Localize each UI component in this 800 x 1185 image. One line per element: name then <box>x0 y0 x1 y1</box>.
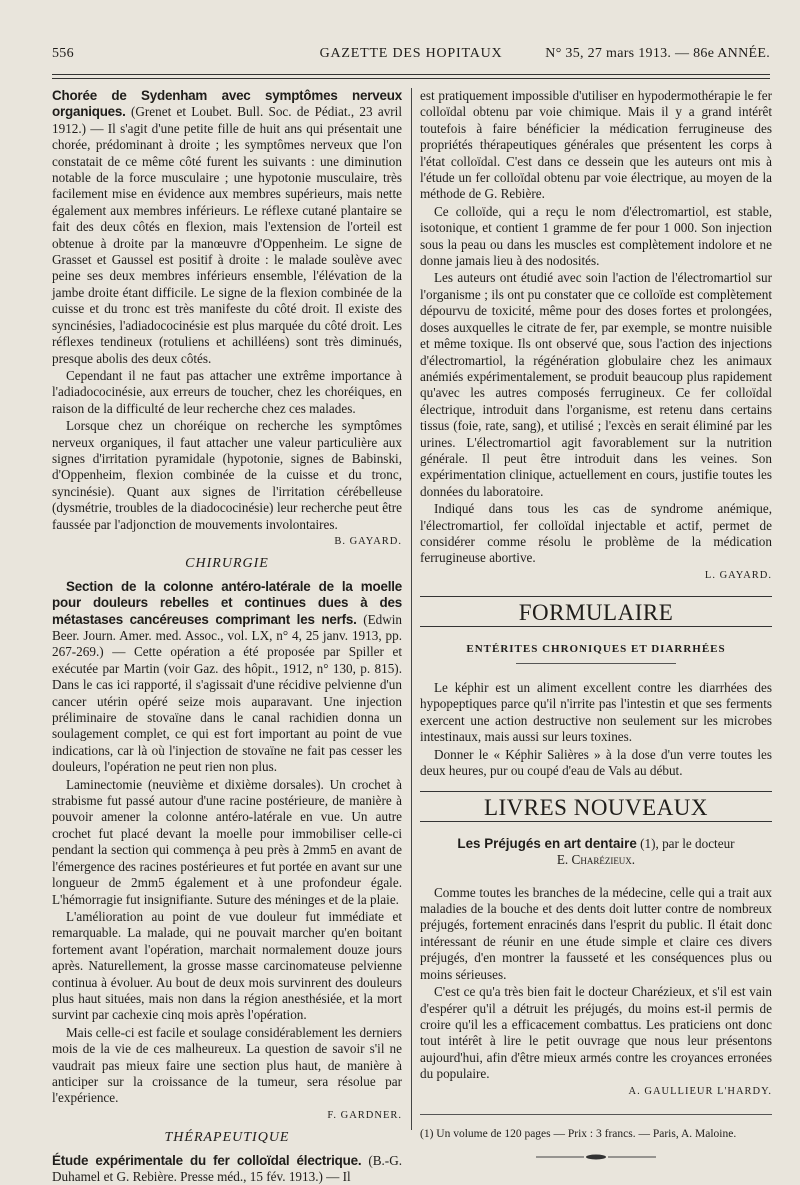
formulaire-heading: FORMULAIRE <box>420 596 772 626</box>
article-paragraph: Mais celle-ci est facile et soulage considérablement les derniers mois de la vie de ces malheureux. La question de savoir s'il ne vaudrait pas mieux faire une section plus haut, de manière à anticiper sur la croissance de la tumeur, sera résolue par l'expérience. <box>52 1024 402 1106</box>
book-heading <box>420 836 772 869</box>
book-author: E. Charézieux. <box>556 852 636 868</box>
ornament-line-icon <box>536 1153 656 1161</box>
article-paragraph: Indiqué dans tous les cas de syndrome anémique, l'électromartiol, fer colloïdal injectable et actif, permet de considérer comme résolu le problème de la médication ferrugineuse abortive. <box>420 501 772 566</box>
article-title: Section de la colonne antéro-latérale de la moelle pour douleurs rebelles et continues dues à des métastases cancéreuses comprimant les nerfs. <box>52 578 402 627</box>
article-paragraph: C'est ce qu'a très bien fait le docteur Charézieux, et s'il est vain d'espérer qu'il a détruit les préjugés, du moins est-il permis de croire qu'il les a efficacement combattus. Les praticiens ont donc tout intérêt à lire le petit ouvrage que nous leur présentons aujourd'hui, afin d'être mieux armés contre les croyances erronées du populaire. <box>420 984 772 1082</box>
book-by: , par le docteur <box>655 835 735 851</box>
article-paragraph: Ce colloïde, qui a reçu le nom d'électromartiol, est stable, isotonique, et contient 1 gramme de fer pour 1 000. Son injection sous la peau ou dans les muscles est complètement indolore et ne donne jamais lieu à des nodosités. <box>420 203 772 269</box>
header-rule <box>52 74 770 75</box>
article-signature: F. GARDNER. <box>327 1109 402 1121</box>
article-paragraph: est pratiquement impossible d'utiliser en hypodermothérapie le fer colloïdal obtenu par voie chimique. Mais il y a grand intérêt toutefois à faire bénéficier la médication ferrugineuse des propriétés thérapeutiques générales que présentent les corps à l'état colloïdal. C'est dans ce dessein que les auteurs ont mis à l'étude un fer colloïdal obtenu par voie électrique, au moyen de la méthode de G. Rebière. <box>420 88 772 202</box>
article-paragraph: Le képhir est un aliment excellent contre les diarrhées des hypopeptiques parce qu'il n'irrite pas l'intestin et que ses ferments exercent une action destructive non seulement sur les microbes intestinaux, mais aussi sur leurs toxines. <box>420 680 772 745</box>
ornament-divider <box>420 1149 772 1165</box>
footnote: (1) Un volume de 120 pages — Prix : 3 francs. — Paris, A. Maloine. <box>420 1114 772 1142</box>
article-paragraph: Comme toutes les branches de la médecine, celle qui a trait aux maladies de la bouche et des dents doit lutter contre de nombreux préjugés, fortement enracinés dans l'esprit du public. Il était donc intéressant de réunir en une étude simple et claire ces divers préjugés, d'en montrer la fausseté et les conséquences plus ou moins sérieuses. <box>420 884 772 982</box>
article-signature: L. GAYARD. <box>704 569 772 581</box>
article-citation: (Edwin Beer. Journ. Amer. med. Assoc., vol. LX, n° 4, 25 janv. 1913, pp. 267-269.) — <box>52 611 403 660</box>
article-citation: (B.-G. Duhamel et G. Rebière. Presse méd., 15 fév. 1913.) — Il <box>52 1152 403 1184</box>
header-rule-double <box>52 78 770 79</box>
article-section-colonne <box>52 579 402 776</box>
running-head <box>52 46 770 68</box>
left-column <box>52 88 403 1184</box>
section-heading-chirurgie: CHIRURGIE <box>185 556 269 572</box>
footnote-marker: (1) <box>640 835 656 851</box>
article-paragraph: Laminectomie (neuvième et dixième dorsales). Un crochet à strabisme fut passé autour d'une racine postérieure, de manière à pouvoir amener la colonne antéro-latérale en vue. Un autre crochet fut placé devant la moelle pour immobiliser celle-ci pendant la section qui commença à peu près à 2mm5 en avant de l'émergence des racines postérieures et fut portée en avant sur une longueur de 2mm5 également et à une profondeur égale. L'hémorragie fut insignifiante. Suture des méninges et de la plaie. <box>52 776 402 907</box>
right-column <box>420 88 772 1140</box>
article-paragraph: Donner le « Képhir Salières » à la dose d'un verre toutes les deux heures, pur ou coupé d'eau de Vals au début. <box>420 746 772 779</box>
article-signature: B. GAYARD. <box>334 535 402 547</box>
article-citation: (Grenet et Loubet. Bull. Soc. de Pédiat., 23 avril 1912.) — <box>52 104 403 136</box>
article-paragraph: Cependant il ne faut pas attacher une extrême importance à l'adiadococinésie, aux erreurs de toucher, chez les choréiques, en raison de la difficulté de leur recherche chez ces malades. <box>52 367 402 416</box>
formulaire-subheading-text: ENTÉRITES CHRONIQUES ET DIARRHÉES <box>466 642 726 655</box>
article-title: Chorée de Sydenham avec symptômes nerveux organiques. <box>52 88 402 120</box>
article-title: Étude expérimentale du fer colloïdal électrique. <box>52 1152 362 1168</box>
article-paragraph: L'amélioration au point de vue douleur fut immédiate et remarquable. La malade, qui ne pouvait marcher qu'en boitant fortement avant l'opération, marchait normalement douze jours après. Naturellement, la grosse masse carcinomateuse pelvienne continua à évoluer. Au bout de deux mois survinrent des douleurs plus haut situées, mais non dans la région anesthésiée, et la mort survint par cachexie cinq mois après l'opération. <box>52 908 402 1023</box>
article-signature: A. GAULLIEUR L'HARDY. <box>628 1085 772 1097</box>
article-paragraph: Lorsque chez un choréique on recherche les symptômes nerveux organiques, il faut attacher une valeur particulière aux signes d'irritation pyramidale (hypotonie, signes de Babinski, d'Oppenheim, flexion combinée de la cuisse et du tronc, syncinésie). Quant aux signes de l'irritation cérébelleuse (dysmétrie, troubles de la diadococinésie) leur recherche peut être faussée par l'adjonction de mouvements involontaires. <box>52 418 402 532</box>
section-heading-therapeutique: THÉRAPEUTIQUE <box>164 1130 290 1146</box>
article-paragraph: Les auteurs ont étudié avec soin l'action de l'électromartiol sur l'organisme ; ils ont pu constater que ce colloïde est complètement dépourvu de toxicité, même pour des doses fortes et prolongées, doses auxquelles le citrate de fer, par exemple, se montre nuisible et même toxique. Ils ont observé que, sous l'action des injections d'électromartiol, la régénération globulaire chez les animaux anémiés expérimentalement, se produit beaucoup plus rapidement qu'avec les autres composés ferrugineux. Ce fer colloïdal électrique, introduit dans l'organisme, est retenu dans certains tissus (foie, rate, sang), et utilisé ; l'excès en serait éliminé par les urines. L'électromartiol agit favorablement sur la nutrition générale. Il peut être introduit dans les veines. Son expérimentation clinique, actuellement en cours, justifie toutes les données du laboratoire. <box>420 270 772 499</box>
book-title: Les Préjugés en art dentaire <box>457 835 637 851</box>
issue-info: N° 35, 27 mars 1913. — 86e ANNÉE. <box>545 46 770 61</box>
column-separator <box>411 88 412 1130</box>
article-chorée <box>52 88 402 367</box>
article-paragraph: Cette opération a été proposée par Spiller et exécutée par Martin (voir Gaz. des hôpit., 1912, n° 130, p. 815). Dans le cas ici rapporté, il s'agissait d'une récidive pelvienne d'un cancer utérin opéré seize mois auparavant. Une injection préliminaire de stovaïne dans le canal rachidien donna un soulagement complet, ce qui est fort important au point de vue indications, car là où l'injection de stovaïne ne fait pas cesser les douleurs, l'opération ne peut rien non plus. <box>52 644 402 775</box>
subheading-divider <box>516 663 676 664</box>
formulaire-subheading <box>420 641 772 664</box>
journal-title: GAZETTE DES HOPITAUX <box>319 46 503 61</box>
article-fer-colloidal <box>52 1153 402 1185</box>
page-number: 556 <box>52 46 74 61</box>
article-paragraph: Il s'agit d'une petite fille de huit ans qui présentait une chorée, prédominant à droite ; les symptômes nerveux que l'on constatait de ce même côté furent les suivants : une diminution notable de la force musculaire ; une hypotonie musculaire, très facilement mise en évidence aux membres supérieurs, mais nette également aux membres inférieurs. Le réflexe cutané plantaire se fait des deux côtés en flexion, mais l'extension de l'orteil est obtenue à droite par la manœuvre d'Oppenheim. Le signe de Grasset et Gaussel est positif à droite : le malade soulève avec peine ses deux membres inférieurs ensemble, l'élévation de la jambe droite étant difficile. Le signe de la flexion combinée de la cuisse et du tronc est très manifeste du côté droit. Il existe des syncinésies, l'adiadococinésie est plus marquée du côté droit. Les réflexes tendineux (rotuliens et achilléens) sont très diminués, presque abolis des deux côtés. <box>52 120 402 366</box>
livres-nouveaux-heading: LIVRES NOUVEAUX <box>420 791 772 821</box>
